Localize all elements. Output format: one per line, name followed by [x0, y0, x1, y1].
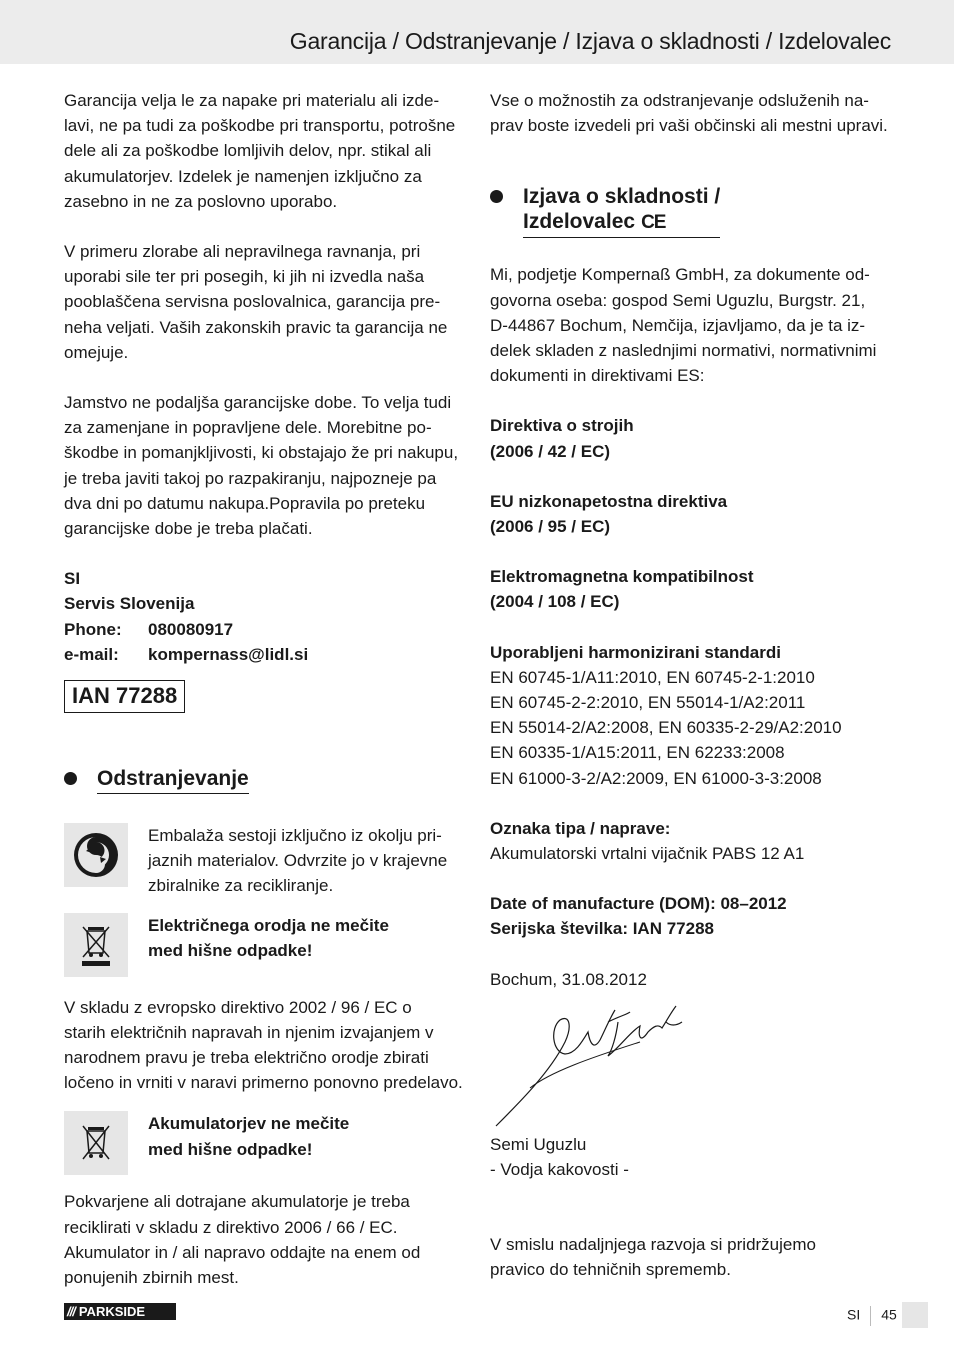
- right-column: [490, 88, 890, 1283]
- signer-role: - Vodja kakovosti -: [490, 1160, 629, 1180]
- footer-divider: [870, 1306, 871, 1326]
- reservation-text: V smislu nadaljnjega razvoja si pridržujemo pravico do tehničnih sprememb.: [490, 1235, 816, 1280]
- directive-low-voltage: EU nizkonapetostna direktiva (2006 / 95 / EC): [490, 491, 728, 537]
- disposal-info: Vse o možnostih za odstranjevanje odsluženih na- prav boste izvedeli pri vaši občinski ali mestni upravi.: [490, 91, 888, 136]
- logo-slashes-icon: ///: [67, 1304, 75, 1319]
- warranty-paragraph-2: V primeru zlorabe ali nepravilnega ravnanja, pri uporabi sile ter pri posegih, ki jih ni izvedla naša pooblaščena servisna poslovalnica, garancija pre- neha veljati. Vaših zakonskih pravic ta garancija ne omejuje.: [64, 242, 448, 362]
- packaging-row: [64, 823, 464, 899]
- service-phone: Phone: 080080917: [64, 617, 464, 642]
- warranty-paragraph-1: Garancija velja le za napake pri materialu ali izde- lavi, ne pa tudi za poškodbe pri transportu, potrošne dele ali za poškodbe lomljivih delov, npr. stikal ali akumulatorjev. Izdelek je namenjen izključno za zasebno in ne za poslovno uporabo.: [64, 91, 456, 211]
- battery-warning: Akumulatorjev ne mečite med hišne odpadke!: [148, 1114, 350, 1159]
- weee-row: [64, 913, 464, 977]
- declaration-heading: Izjava o skladnosti / Izdelovalec CE: [490, 184, 890, 238]
- ian-box: IAN 77288: [64, 680, 185, 713]
- page-title: Garancija / Odstranjevanje / Izjava o skladnosti / Izdelovalec: [289, 28, 891, 54]
- bullet-icon: [64, 772, 77, 785]
- service-country: SI: [64, 569, 81, 589]
- date-of-manufacture: Date of manufacture (DOM): 08–2012: [490, 894, 787, 914]
- packaging-text: Embalaža sestoji izključno iz okolju pri- jaznih materialov. Odvrzite jo v krajevne zbiralnike za recikliranje.: [148, 826, 448, 896]
- page-tab: [902, 1302, 928, 1328]
- signer-name: Semi Uguzlu: [490, 1134, 587, 1154]
- page-footer: [847, 1306, 897, 1326]
- language-code: SI: [847, 1306, 861, 1323]
- bullet-icon: [490, 190, 503, 203]
- declaration-text: Mi, podjetje Kompernaß GmbH, za dokumente od- govorna oseba: gospod Semi Uguzlu, Burgstr. 21, D-44867 Bochum, Nemčija, izjavljamo, da je ta iz- delek skladen z naslednjimi normativi, normativnimi dokumenti in direktivami ES:: [490, 265, 877, 386]
- warranty-paragraph-3: Jamstvo ne podaljša garancijske dobe. To velja tudi za zamenjane in popravljene dele. Morebitne po- škodbe in pomanjkljivosti, ki obstajajo že pri nakupu, je treba javiti takoj po razpakiranju, najpozneje pa dva dni po datumu nakupa.Popravila po preteku garancijske dobe je treba plačati.: [64, 393, 459, 539]
- left-column: [64, 88, 464, 1290]
- battery-text: Pokvarjene ali dotrajane akumulatorje je treba reciklirati v skladu z direktivo 2006 / 66 / EC. Akumulator in / ali napravo oddajte na enem od ponujenih zbirnih mest.: [64, 1192, 421, 1288]
- signature-image: [490, 992, 890, 1132]
- directive-machinery: Direktiva o strojih (2006 / 42 / EC): [490, 416, 634, 461]
- service-contact: [64, 566, 464, 667]
- directive-emc: Elektromagnetna kompatibilnost (2004 / 108 / EC): [490, 567, 754, 612]
- weee-text: V skladu z evropsko direktivo 2002 / 96 / EC o starih električnih napravah in njenim izvajanjem v narodnem pravu je treba električno orodje zbirati ločeno in vrniti v naravi primerno ponovno predelavo.: [64, 997, 463, 1093]
- serial-number: Serijska številka: IAN 77288: [490, 919, 714, 939]
- disposal-heading: Odstranjevanje: [64, 766, 464, 794]
- place-date: Bochum, 31.08.2012: [490, 969, 647, 989]
- green-dot-recycling-icon: [64, 823, 128, 887]
- service-email: e-mail: kompernass@lidl.si: [64, 642, 464, 667]
- crossed-bin-battery-icon: [64, 1111, 128, 1175]
- type-label: Oznaka tipa / naprave:: [490, 818, 671, 838]
- standards-title: Uporabljeni harmonizirani standardi: [490, 642, 781, 662]
- page-number: 45: [881, 1306, 897, 1323]
- crossed-bin-icon: [64, 913, 128, 977]
- weee-warning: Električnega orodja ne mečite med hišne odpadke!: [148, 915, 389, 960]
- type-value: Akumulatorski vrtalni vijačnik PABS 12 A1: [490, 844, 805, 864]
- service-name: Servis Slovenija: [64, 594, 195, 614]
- ce-mark-icon: CE: [641, 212, 666, 234]
- battery-row: [64, 1111, 464, 1175]
- email-address: kompernass@lidl.si: [148, 644, 309, 664]
- parkside-logo: /// PARKSIDE: [64, 1303, 176, 1320]
- standards-list: EN 60745-1/A11:2010, EN 60745-2-1:2010 EN 60745-2-2:2010, EN 55014-1/A2:2011 EN 55014-2/A2:2008, EN 60335-2-29/A2:2010 EN 60335-1/A15:2011, EN 62233:2008 EN 61000-3-2/A2:2009, EN 61000-3-3:2008: [490, 667, 842, 788]
- phone-number: 080080917: [148, 619, 234, 639]
